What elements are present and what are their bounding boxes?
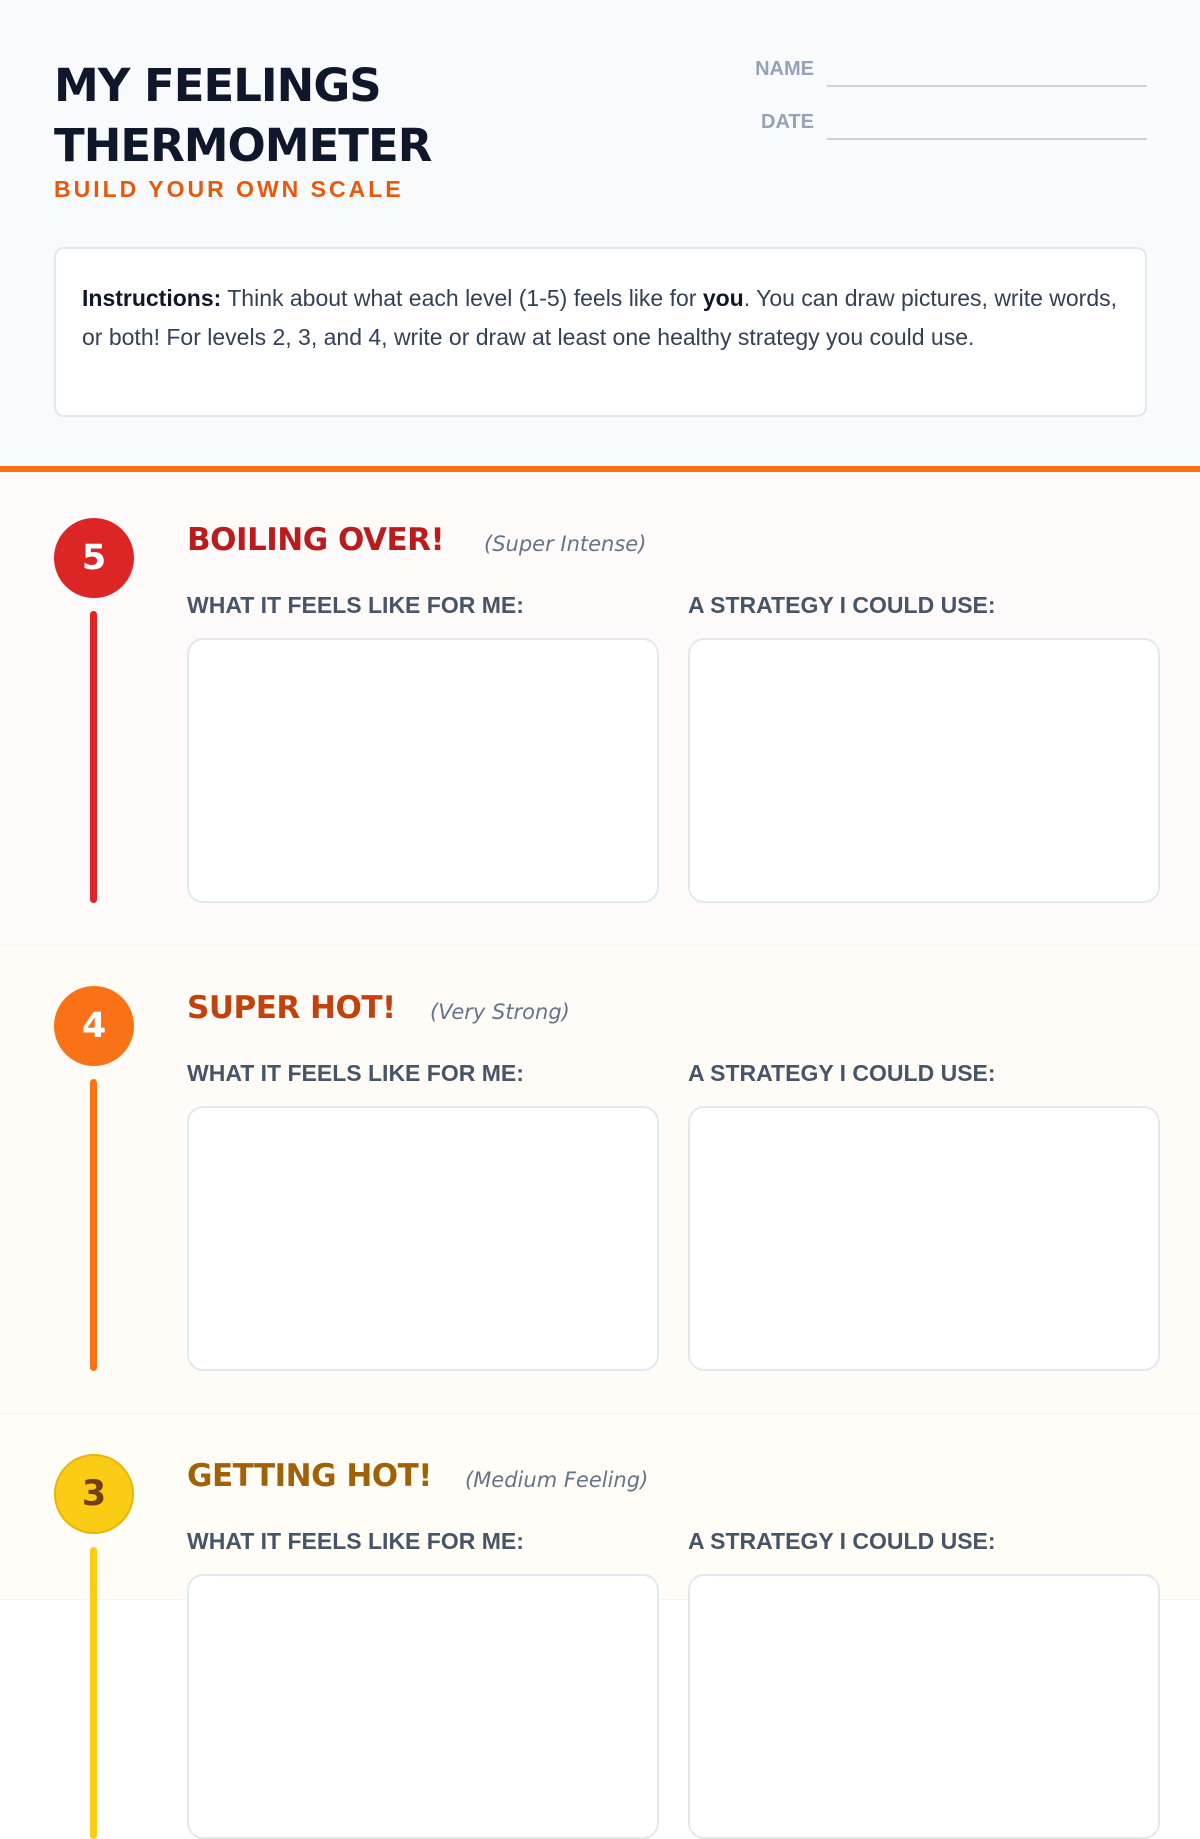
instructions-lead: Instructions: (82, 285, 222, 311)
level-4-bar (90, 1079, 97, 1371)
level-4-description: (Very Strong) (430, 1000, 570, 1024)
level-3-description: (Medium Feeling) (465, 1468, 649, 1492)
level-5-description: (Super Intense) (484, 532, 647, 556)
date-field[interactable] (700, 111, 1147, 141)
level-3-section (0, 1414, 1200, 1600)
level-3-bar (90, 1547, 97, 1839)
instructions-text-1: Think about what each level (1-5) feels like for (221, 285, 703, 311)
strategy-answer-box[interactable] (688, 1574, 1160, 1839)
level-5-badge: 5 (54, 518, 134, 598)
strategy-answer-box[interactable] (688, 638, 1160, 903)
feels-answer-box[interactable] (187, 638, 659, 903)
feels-answer-box[interactable] (187, 1574, 659, 1839)
title-line-2: THERMOMETER (54, 119, 432, 172)
title-line-1: MY FEELINGS (54, 59, 381, 112)
feels-label: WHAT IT FEELS LIKE FOR ME: (187, 1528, 524, 1554)
level-4-badge: 4 (54, 986, 134, 1066)
strategy-label: A STRATEGY I COULD USE: (688, 1528, 996, 1554)
page-subtitle: BUILD YOUR OWN SCALE (54, 176, 404, 202)
worksheet-header (0, 0, 1200, 472)
level-4-section (0, 946, 1200, 1414)
strategy-label: A STRATEGY I COULD USE: (688, 592, 996, 618)
level-5-bar (90, 611, 97, 903)
level-3-badge: 3 (54, 1454, 134, 1534)
date-label: DATE (761, 111, 814, 133)
name-label: NAME (755, 58, 814, 80)
feels-label: WHAT IT FEELS LIKE FOR ME: (187, 592, 524, 618)
level-4-title: SUPER HOT! (187, 990, 396, 1026)
level-5-section (0, 478, 1200, 946)
level-5-title: BOILING OVER! (187, 522, 445, 558)
strategy-label: A STRATEGY I COULD USE: (688, 1060, 996, 1086)
feels-answer-box[interactable] (187, 1106, 659, 1371)
level-3-title: GETTING HOT! (187, 1458, 432, 1494)
instructions-text-2: . You can draw pictures, write words, or both! For levels 2, 3, and 4, write or draw at least one healthy strategy you could use. (82, 285, 1118, 350)
page-title (54, 56, 431, 176)
strategy-answer-box[interactable] (688, 1106, 1160, 1371)
name-line[interactable] (827, 85, 1147, 87)
date-line[interactable] (827, 138, 1147, 140)
instructions-emphasis: you (702, 285, 744, 311)
name-field[interactable] (700, 58, 1147, 88)
feels-label: WHAT IT FEELS LIKE FOR ME: (187, 1060, 524, 1086)
instructions-box (54, 247, 1147, 417)
